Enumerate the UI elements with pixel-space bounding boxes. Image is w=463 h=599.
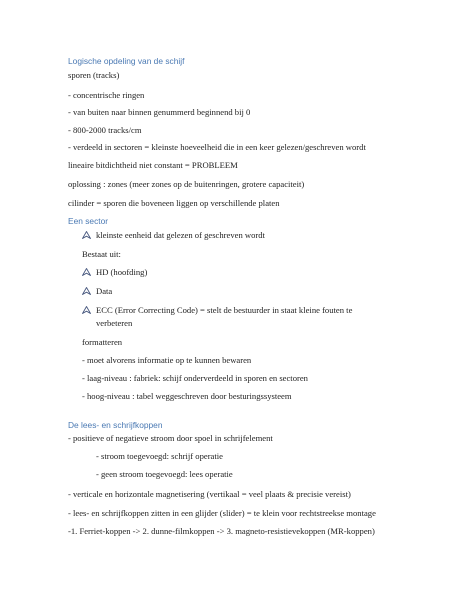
text-line: -1. Ferriet-koppen -> 2. dunne-filmkoppen -> 3. magneto-resistievekoppen (MR-koppen) xyxy=(68,526,375,536)
text-line: - concentrische ringen xyxy=(68,90,145,100)
arrowhead-bullet-icon xyxy=(82,287,91,295)
text-line: - geen stroom toegevoegd: lees operatie xyxy=(96,469,233,479)
section-heading-een-sector: Een sector xyxy=(68,216,109,226)
text-line: - laag-niveau : fabriek: schijf onderverdeeld in sporen en sectoren xyxy=(82,373,308,383)
text-line: - 800-2000 tracks/cm xyxy=(68,125,142,135)
arrowhead-bullet-icon xyxy=(82,306,91,314)
text-line: formatteren xyxy=(82,337,123,347)
text-line: oplossing : zones (meer zones op de buitenringen, grotere capaciteit) xyxy=(68,179,305,189)
bullet-text: HD (hoofding) xyxy=(96,267,148,277)
text-line: sporen (tracks) xyxy=(68,70,120,80)
section-heading-lees-schrijfkoppen: De lees- en schrijfkoppen xyxy=(68,420,163,430)
section-heading-logische-opdeling: Logische opdeling van de schijf xyxy=(68,56,185,66)
text-line: - verticale en horizontale magnetisering (vertikaal = veel plaats & precisie vereist) xyxy=(68,489,351,499)
bullet-text: kleinste eenheid dat gelezen of geschreven wordt xyxy=(96,230,265,240)
bullet-text: Data xyxy=(96,286,113,296)
text-line: - lees- en schrijfkoppen zitten in een glijder (slider) = te klein voor rechtstreekse montage xyxy=(68,508,376,518)
text-line: - hoog-niveau : tabel weggeschreven door besturingssysteem xyxy=(82,391,292,401)
text-line: - stroom toegevoegd: schrijf operatie xyxy=(96,451,223,461)
text-line: - verdeeld in sectoren = kleinste hoeveelheid die in een keer gelezen/geschreven wordt xyxy=(68,142,366,152)
arrowhead-bullet-icon xyxy=(82,268,91,276)
arrowhead-bullet-icon xyxy=(82,231,91,239)
text-line: - van buiten naar binnen genummerd beginnend bij 0 xyxy=(68,107,251,117)
text-line: - moet alvorens informatie op te kunnen bewaren xyxy=(82,355,252,365)
text-line: lineaire bitdichtheid niet constant = PROBLEEM xyxy=(68,160,238,170)
text-line: Bestaat uit: xyxy=(82,249,121,259)
bullet-text: ECC (Error Correcting Code) = stelt de bestuurder in staat kleine fouten te xyxy=(96,305,353,315)
text-line: verbeteren xyxy=(96,318,133,328)
text-line: cilinder = sporen die boveneen liggen op verschillende platen xyxy=(68,198,280,208)
text-line: - positieve of negatieve stroom door spoel in schrijfelement xyxy=(68,433,273,443)
